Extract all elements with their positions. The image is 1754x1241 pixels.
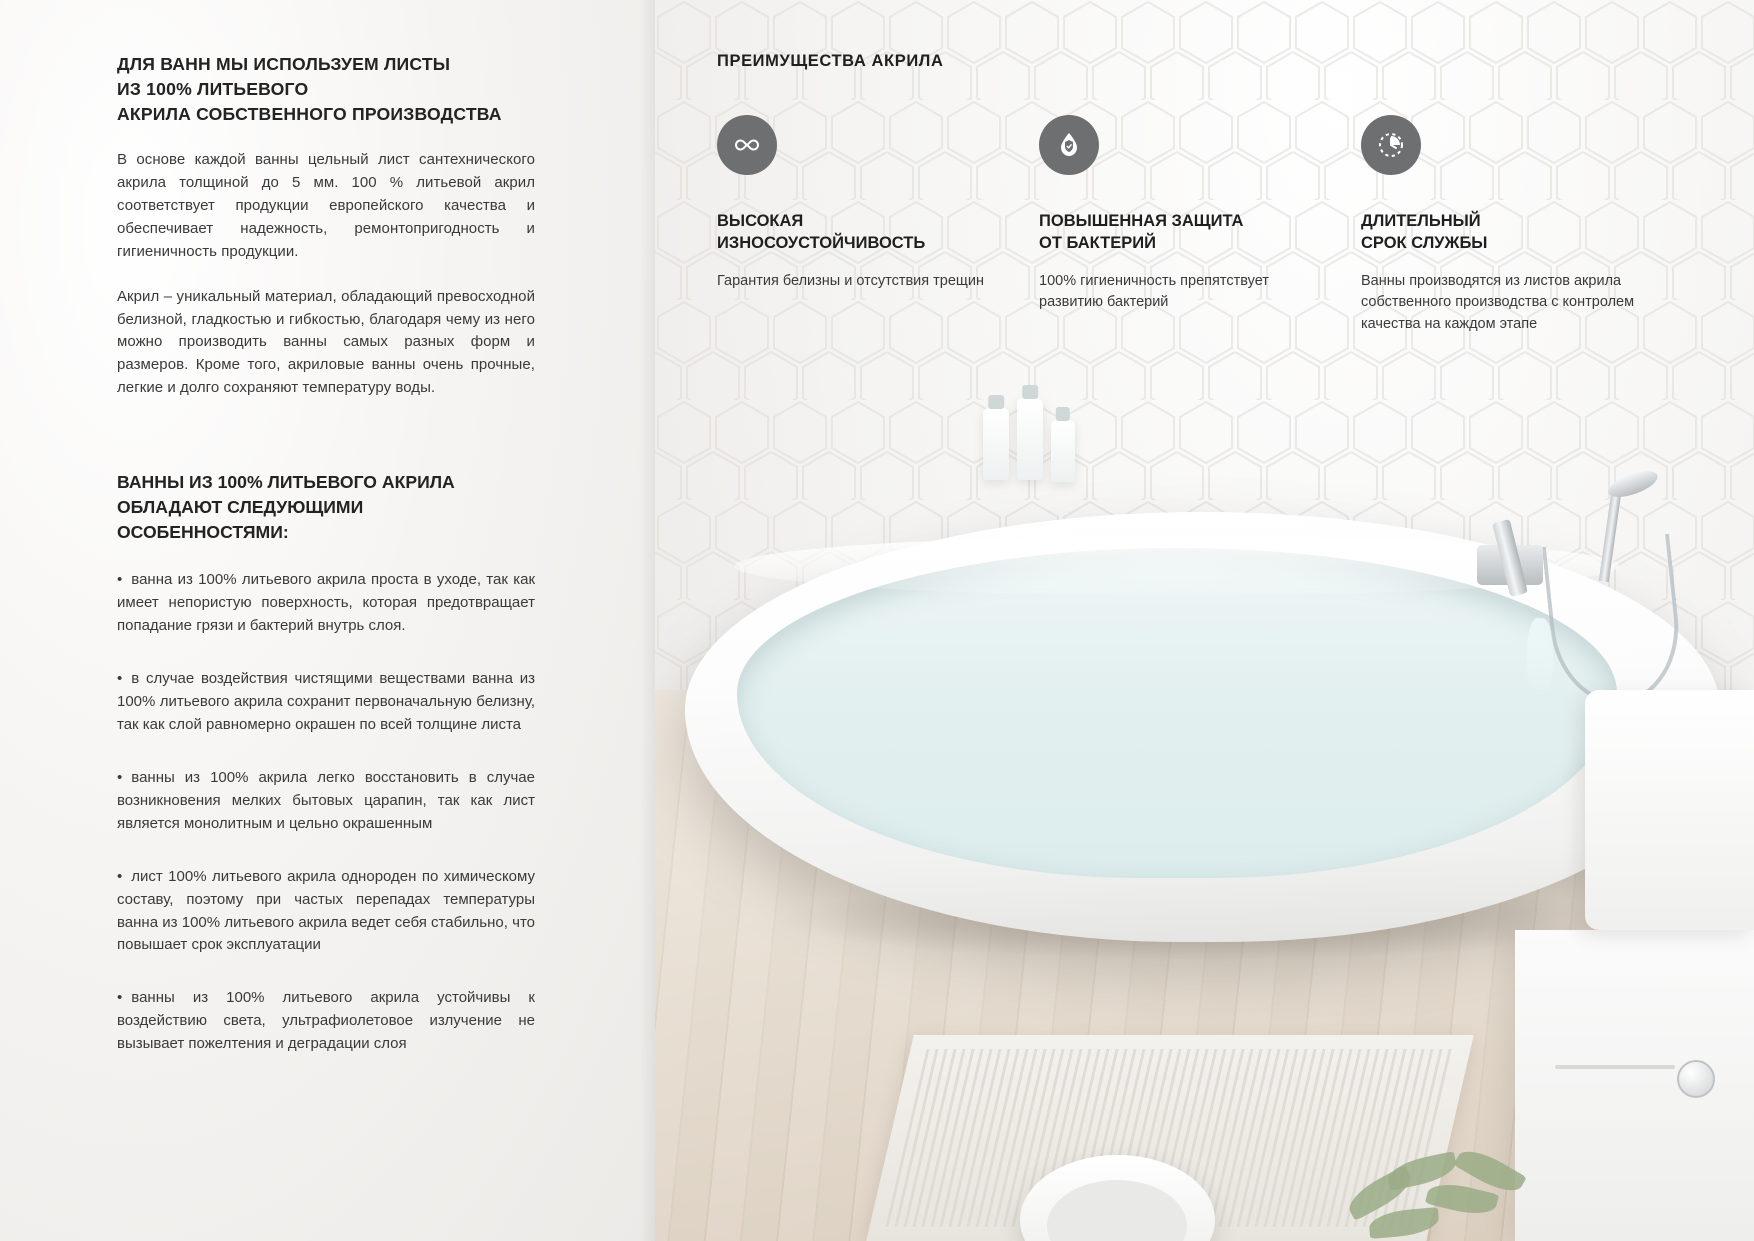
features-list-title-line-3: ОСОБЕННОСТЯМИ: (117, 522, 289, 543)
list-item (117, 767, 535, 836)
water-drop-shield-icon (1039, 115, 1099, 175)
advantages-grid (655, 115, 1754, 336)
list-item (117, 987, 535, 1056)
advantage-card-lifetime (1361, 115, 1683, 336)
infinity-icon (717, 115, 777, 175)
cabinet-knob (1677, 1060, 1715, 1098)
advantage-title-line-2: СРОК СЛУЖБЫ (1361, 233, 1488, 252)
bullet-marker: • (117, 571, 123, 589)
advantage-title (717, 211, 999, 255)
features-list-title (117, 470, 535, 545)
left-text-column (0, 0, 655, 1241)
list-item-text: ванны из 100% акрила легко восстановить в случае возникновения мелких бытовых царапин, так как лист является монолитным и цельно окрашенным (117, 768, 535, 832)
advantages-section (655, 0, 1754, 336)
list-item (117, 569, 535, 638)
toiletry-bottle-2 (1017, 398, 1043, 480)
intro-paragraph-2: Акрил – уникальный материал, обладающий превосходной белизной, гладкостью и гибкостью, благодаря чему из него можно производить ванны самых разных форм и размеров. Кроме того, акриловые ванны очень прочные, легкие и долго сохраняют температуру воды. (117, 287, 535, 397)
bullet-marker: • (117, 768, 123, 786)
advantage-title-line-1: ВЫСОКАЯ (717, 212, 804, 230)
features-list-title-line-1: ВАННЫ ИЗ 100% ЛИТЬЕВОГО АКРИЛА (117, 472, 455, 493)
list-item-text: лист 100% литьевого акрила однороден по химическому составу, поэтому при частых перепадах температуры ванна из 100% литьевого акрила ведет себя стабильно, что повышает срок эксплуатации (117, 867, 535, 954)
advantages-title: ПРЕИМУЩЕСТВА АКРИЛА (717, 52, 944, 70)
advantage-text: Ванны производятся из листов акрила собственного производства с контролем качества на каждом этапе (1361, 272, 1635, 333)
advantage-title-line-1: ДЛИТЕЛЬНЫЙ (1361, 212, 1481, 230)
list-item-text: ванны из 100% литьевого акрила устойчивы к воздействию света, ультрафиолетовое излучение не вызывает пожелтения и деградации слоя (117, 989, 535, 1053)
potted-plant (1335, 1140, 1535, 1241)
bathroom-photo-panel (655, 0, 1754, 1241)
washbasin (1585, 690, 1754, 930)
bottle-cap (1022, 385, 1038, 399)
list-item (117, 866, 535, 958)
advantage-card-durability (717, 115, 1039, 336)
cabinet-handle (1555, 1065, 1675, 1069)
list-item (117, 668, 535, 737)
page-title-line-3: АКРИЛА СОБСТВЕННОГО ПРОИЗВОДСТВА (117, 103, 502, 124)
toiletry-bottle-3 (1051, 420, 1075, 482)
page-title-line-2: ИЗ 100% ЛИТЬЕВОГО (117, 78, 309, 99)
advantage-title-line-2: ОТ БАКТЕРИЙ (1039, 233, 1156, 252)
advantage-title-line-2: ИЗНОСОУСТОЙЧИВОСТЬ (717, 233, 926, 252)
bullet-marker: • (117, 989, 123, 1007)
advantage-text: Гарантия белизны и отсутствия трещин (717, 272, 984, 289)
bullet-marker: • (117, 867, 123, 885)
advantage-title-line-1: ПОВЫШЕННАЯ ЗАЩИТА (1039, 212, 1244, 230)
advantage-card-antibacterial (1039, 115, 1361, 336)
page-title-line-1: ДЛЯ ВАНН МЫ ИСПОЛЬЗУЕМ ЛИСТЫ (117, 54, 451, 74)
bathtub-water (737, 548, 1617, 878)
list-item-text: в случае воздействия чистящими веществами ванна из 100% литьевого акрила сохранит первоначальную белизну, так как слой равномерно окрашен по всей толщине листа (117, 670, 535, 733)
clock-icon (1361, 115, 1421, 175)
advantage-title (1361, 211, 1643, 255)
toiletry-bottle-1 (983, 408, 1009, 480)
advantage-title (1039, 211, 1321, 255)
intro-paragraph-1: В основе каждой ванны цельный лист сантехнического акрила толщиной до 5 мм. 100 % литьевой акрил соответствует продукции европейского качества и обеспечивает надежность, ремонтопригодность и гигиеничность продукции. (117, 150, 535, 260)
running-water (1527, 618, 1553, 698)
bullet-marker: • (117, 670, 123, 687)
bathroom-cabinet (1515, 930, 1754, 1241)
features-list-title-line-2: ОБЛАДАЮТ СЛЕДУЮЩИМИ (117, 497, 364, 518)
bottle-cap (1056, 407, 1070, 421)
advantage-text: 100% гигиеничность препятствует развитию бактерий (1039, 272, 1269, 311)
page-title (117, 52, 535, 127)
list-item-text: ванна из 100% литьевого акрила проста в уходе, так как имеет непористую поверхность, которая предотвращает попадание грязи и бактерий внутрь слоя. (117, 571, 535, 635)
bottle-cap (988, 395, 1004, 409)
